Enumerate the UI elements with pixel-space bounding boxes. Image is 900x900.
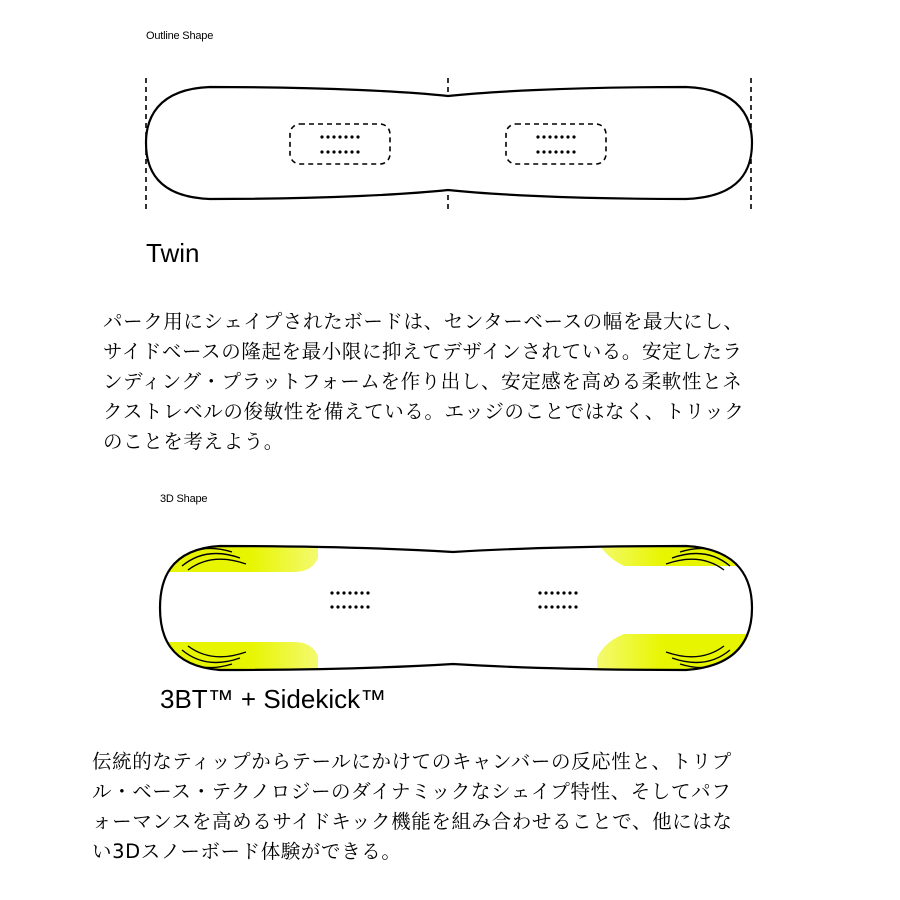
board-outline	[146, 87, 752, 199]
outline-description	[103, 307, 744, 457]
3d-description-line: ル・ベース・テクノロジーのダイナミックなシェイプ特性、そしてパフ	[92, 780, 732, 803]
3d-description-line: ォーマンスを高めるサイドキック機能を組み合わせることで、他にはな	[92, 810, 733, 833]
outline-shape-name: Twin	[146, 238, 200, 268]
outline-description-line: サイドベースの隆起を最小限に抑えてデザインされている。安定したラ	[103, 340, 743, 363]
3d-description-line: 伝統的なティップからテールにかけてのキャンバーの反応性と、トリプ	[92, 750, 732, 773]
twin-outline-diagram	[0, 0, 900, 230]
3d-shape-diagram	[0, 530, 900, 690]
outline-description-line: パーク用にシェイプされたボードは、センターベースの幅を最大にし、	[103, 310, 744, 333]
outline-description-line: ンディング・プラットフォームを作り出し、安定感を高める柔軟性とネ	[103, 370, 743, 393]
3d-description-line: い3Dスノーボード体験ができる。	[92, 840, 402, 863]
3d-shape-label: 3D Shape	[160, 493, 208, 505]
outline-description-line: のことを考えよう。	[103, 430, 284, 453]
tail-bottom-sidekick	[597, 634, 760, 680]
outline-description-line: クストレベルの俊敏性を備えている。エッジのことではなく、トリック	[103, 400, 745, 423]
3d-description	[92, 747, 732, 867]
nose-bottom-sidekick	[150, 642, 318, 680]
3d-shape-name: 3BT™ + Sidekick™	[160, 684, 387, 714]
outline-shape-label: Outline Shape	[146, 30, 214, 42]
